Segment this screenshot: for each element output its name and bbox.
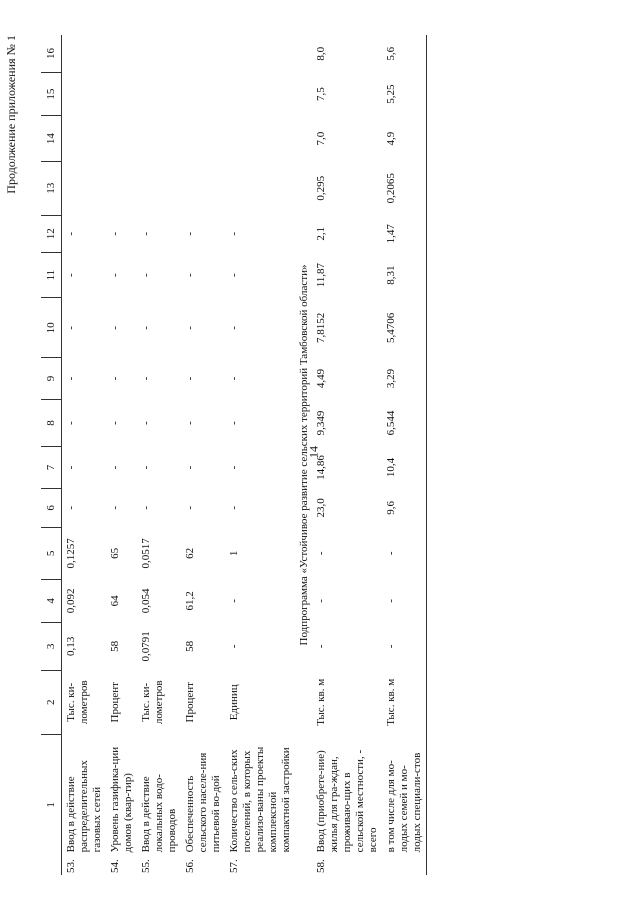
indicators-table [41, 35, 427, 875]
column-header-4: 4 [41, 579, 62, 622]
value-cell-5: - [315, 551, 327, 556]
value-cell-14 [106, 116, 137, 162]
value-cell-5: 0,0517 [140, 538, 152, 569]
value-cell-9: - [65, 376, 77, 381]
table-row [62, 35, 107, 875]
indicator-name: Ввод в действие распределительных газовых сетей [65, 760, 103, 853]
value-cell-3: 0,0791 [140, 631, 152, 662]
indicator-name: Количество сель-ских поселений, в которых реализо-ваны проекты комплексной компактной застройки [228, 746, 292, 853]
value-cell-13 [106, 161, 137, 215]
value-cell-8: - [184, 421, 196, 425]
value-cell-16: 5,6 [382, 35, 427, 72]
value-cell-14: 4,9 [382, 116, 427, 162]
value-cell-3: 58 [184, 640, 196, 652]
column-header-15: 15 [41, 72, 62, 115]
value-cell-15: 5,25 [382, 72, 427, 115]
column-header-13: 13 [41, 161, 62, 215]
value-cell-10: - [184, 326, 196, 330]
value-cell-11: - [65, 273, 77, 277]
value-cell-3: - [228, 644, 240, 649]
value-cell-14: 7,0 [315, 131, 327, 146]
value-cell-11: - [140, 273, 152, 277]
value-cell-5: 65 [109, 547, 121, 559]
value-cell-4: - [315, 599, 327, 603]
value-cell-11: - [228, 273, 240, 277]
row-number: 53. [65, 859, 77, 873]
column-header-7: 7 [41, 447, 62, 488]
value-cell-8: 6,544 [382, 399, 427, 447]
value-cell-10: - [109, 326, 121, 330]
value-cell-6: 9,6 [382, 488, 427, 527]
value-cell-13 [225, 161, 295, 215]
value-cell-12: - [228, 231, 240, 236]
value-cell-14 [225, 116, 295, 162]
value-cell-16: 8,0 [315, 46, 327, 61]
value-cell-15: 7,5 [315, 87, 327, 101]
unit-cell: Тыс. кв. м [382, 670, 427, 734]
value-cell-9: - [140, 376, 152, 381]
value-cell-3: 58 [109, 640, 121, 652]
value-cell-15 [181, 72, 225, 115]
value-cell-9: - [228, 376, 240, 381]
value-cell-16 [62, 35, 107, 72]
value-cell-13 [137, 161, 181, 215]
value-cell-7: 10,4 [382, 447, 427, 488]
unit-cell: Процент [184, 682, 196, 723]
value-cell-16 [225, 35, 295, 72]
value-cell-14 [137, 116, 181, 162]
value-cell-5: 62 [184, 547, 196, 559]
column-header-5: 5 [41, 527, 62, 579]
appendix-heading: Продолжение приложения № 1 [4, 35, 18, 194]
column-header-2: 2 [41, 670, 62, 734]
value-cell-8: - [140, 421, 152, 425]
column-header-12: 12 [41, 215, 62, 252]
row-number [382, 854, 427, 875]
value-cell-8: 9,349 [315, 410, 327, 436]
indicator-name: Обеспеченность сельского населе-ния питьевой во-дой [184, 752, 222, 853]
value-cell-16 [106, 35, 137, 72]
unit-cell: Единиц [228, 684, 240, 721]
row-number: 54. [109, 859, 121, 873]
value-cell-7: - [228, 465, 240, 470]
value-cell-15 [137, 72, 181, 115]
value-cell-6: - [184, 505, 196, 510]
table-row [225, 35, 295, 875]
table-row [312, 35, 382, 875]
unit-cell: Тыс. ки-лометров [140, 680, 165, 725]
value-cell-12: - [140, 231, 152, 236]
column-header-6: 6 [41, 488, 62, 527]
unit-cell: Тыс. кв. м [315, 678, 327, 726]
value-cell-16 [181, 35, 225, 72]
value-cell-6: 23,0 [315, 498, 327, 518]
value-cell-3: 0,13 [65, 636, 77, 657]
value-cell-8: - [65, 421, 77, 425]
value-cell-10: - [228, 326, 240, 330]
value-cell-11: - [109, 273, 121, 277]
value-cell-11: - [184, 273, 196, 277]
value-cell-12: 2,1 [315, 226, 327, 241]
subprogram-title: Подпрограмма «Устойчивое развитие сельских территорий Тамбовской области» [298, 264, 310, 646]
table-row [382, 35, 427, 875]
value-cell-15 [225, 72, 295, 115]
value-cell-15 [106, 72, 137, 115]
value-cell-8: - [109, 421, 121, 425]
value-cell-5: 1 [228, 550, 240, 557]
value-cell-13: 0,295 [315, 175, 327, 201]
value-cell-12: 1,47 [382, 215, 427, 252]
value-cell-3: - [315, 644, 327, 649]
value-cell-11: 8,31 [382, 252, 427, 298]
value-cell-13: 0,2065 [382, 161, 427, 215]
value-cell-12: - [184, 231, 196, 236]
column-number-header [41, 35, 62, 875]
value-cell-7: - [65, 465, 77, 470]
column-header-9: 9 [41, 358, 62, 399]
row-number: 55. [140, 859, 152, 873]
value-cell-9: - [184, 376, 196, 381]
value-cell-9: 4,49 [315, 368, 327, 389]
value-cell-7: - [140, 465, 152, 470]
value-cell-7: 14,86 [315, 455, 327, 480]
value-cell-9: - [109, 376, 121, 381]
indicator-name: Уровень газифика-ции домов (квар-тир) [109, 746, 134, 853]
value-cell-9: 3,29 [382, 358, 427, 399]
value-cell-4: 64 [109, 595, 121, 607]
value-cell-6: - [228, 505, 240, 510]
value-cell-5: - [382, 527, 427, 579]
page-number: 14 [306, 446, 321, 458]
column-header-8: 8 [41, 399, 62, 447]
value-cell-14 [181, 116, 225, 162]
value-cell-15 [62, 72, 107, 115]
value-cell-3: - [382, 623, 427, 671]
value-cell-10: - [65, 326, 77, 330]
value-cell-7: - [109, 465, 121, 470]
unit-cell: Процент [109, 682, 121, 723]
row-number: 57. [228, 859, 240, 873]
value-cell-13 [62, 161, 107, 215]
indicator-name: Ввод (приобрете-ние) жилья для гра-ждан, проживаю-щих в сельской местности, - всего [315, 749, 379, 853]
column-header-1: 1 [41, 734, 62, 875]
row-number: 56. [184, 859, 196, 873]
value-cell-8: - [228, 421, 240, 425]
value-cell-5: 0,1257 [65, 538, 77, 569]
column-header-10: 10 [41, 298, 62, 358]
column-header-16: 16 [41, 35, 62, 72]
value-cell-6: - [109, 505, 121, 510]
value-cell-7: - [184, 465, 196, 470]
value-cell-10: 5,4706 [382, 298, 427, 358]
table-row [137, 35, 181, 875]
rotated-page-content [0, 30, 640, 880]
value-cell-4: 0,092 [65, 588, 77, 614]
table-row [181, 35, 225, 875]
subprogram-row [295, 35, 312, 875]
table-row [106, 35, 137, 875]
value-cell-13 [181, 161, 225, 215]
value-cell-4: 0,054 [140, 588, 152, 614]
value-cell-12: - [65, 231, 77, 236]
indicator-name: Ввод в действие локальных водо-проводов [140, 774, 178, 853]
column-header-11: 11 [41, 252, 62, 298]
unit-cell: Тыс. ки-лометров [65, 680, 90, 725]
value-cell-4: - [382, 579, 427, 622]
value-cell-10: - [140, 326, 152, 330]
value-cell-16 [137, 35, 181, 72]
value-cell-4: - [228, 599, 240, 603]
value-cell-6: - [140, 505, 152, 510]
value-cell-6: - [65, 505, 77, 510]
value-cell-10: 7,8152 [315, 312, 327, 343]
column-header-14: 14 [41, 116, 62, 162]
value-cell-12: - [109, 231, 121, 236]
value-cell-11: 11,87 [315, 262, 327, 288]
value-cell-4: 61,2 [184, 591, 196, 611]
row-number: 58. [315, 859, 327, 873]
column-header-3: 3 [41, 623, 62, 671]
value-cell-14 [62, 116, 107, 162]
indicator-name: в том числе для мо-лодых семей и мо-лодых специали-стов [382, 734, 427, 854]
